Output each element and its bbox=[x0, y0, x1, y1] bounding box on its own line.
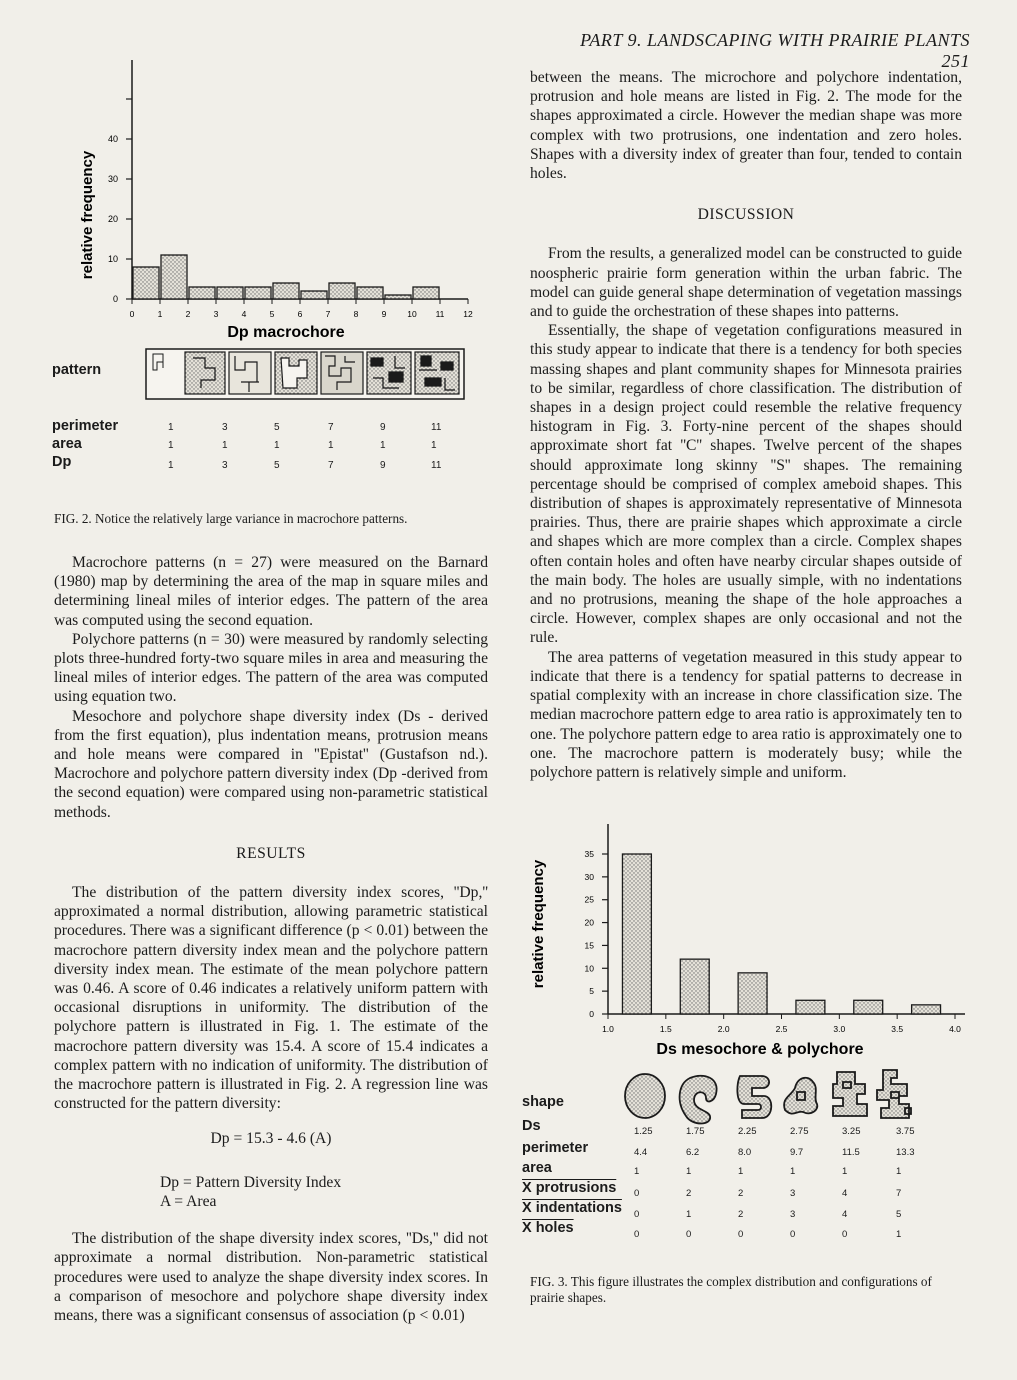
x-tick-label: 8 bbox=[353, 309, 359, 319]
fig3-protrusions-value: 2 bbox=[686, 1188, 692, 1199]
fig2-perimeter-value: 5 bbox=[274, 422, 280, 433]
fig3-indentations-value: 0 bbox=[634, 1209, 640, 1220]
fig2-ylabel: relative frequency bbox=[79, 150, 96, 280]
paragraph: Polychore patterns (n = 30) were measured by randomly selecting plots three-hundred forty-two square miles in area and measuring the lineal miles of interior edges. The pattern of the area was computed using equation two. bbox=[54, 630, 488, 706]
fig2-perimeter-value: 7 bbox=[328, 422, 334, 433]
fig3-ylabel: relative frequency bbox=[530, 859, 547, 989]
y-tick-label: 20 bbox=[584, 917, 594, 928]
definition: A = Area bbox=[160, 1192, 217, 1210]
x-tick-label: 7 bbox=[325, 309, 331, 319]
fig2-dp-value: 7 bbox=[328, 460, 334, 471]
fig3-ds-value: 3.25 bbox=[842, 1126, 861, 1137]
paragraph: The area patterns of vegetation measured in this study appear to indicate that there is a tendency for spatial patterns to decrease in spatial complexity with an increase in chore classification size. The median macrochore pattern edge to area ratio is approximately ten to one. The polychore pattern edge to area ratio is approximately one to one. The macrochore pattern is moderately busy; while the polychore pattern is relatively simple and uniform. bbox=[530, 648, 962, 781]
x-tick-label: 2.0 bbox=[717, 1024, 730, 1034]
fig2-area-value: 1 bbox=[168, 440, 174, 451]
paragraph: Macrochore patterns (n = 27) were measured on the Barnard (1980) map by determining the area of the map in square miles and determining lineal miles of interior edges. The pattern of the area was computed using the second equation. bbox=[54, 554, 488, 629]
fig2-dp-label: Dp bbox=[52, 454, 72, 470]
fig3-area-value: 1 bbox=[896, 1166, 902, 1177]
fig3-protrusions-value: 3 bbox=[790, 1188, 796, 1199]
fig3-perimeter-value: 6.2 bbox=[686, 1147, 700, 1158]
x-tick-label: 0 bbox=[129, 309, 135, 319]
histogram-bar bbox=[217, 287, 243, 299]
fig3-perimeter-value: 13.3 bbox=[896, 1147, 915, 1158]
fig3-indentations-value: 3 bbox=[790, 1209, 796, 1220]
paragraph: From the results, a generalized model can be constructed to guide noospheric prairie form generation within the urban fabric. The model can guide general shape determination of vegetation massings and to guide the orchestration of these shapes into patterns. bbox=[530, 245, 962, 321]
x-tick-label: 2.5 bbox=[775, 1024, 788, 1034]
x-tick-label: 4.0 bbox=[949, 1024, 961, 1034]
fig3-chart bbox=[505, 820, 975, 1065]
right-column bbox=[530, 68, 962, 782]
x-tick-label: 1.0 bbox=[602, 1024, 614, 1034]
y-tick-label: 30 bbox=[107, 174, 118, 184]
fig3-area-value: 1 bbox=[686, 1166, 692, 1177]
fig3-area-value: 1 bbox=[790, 1166, 796, 1177]
fig3-area-value: 1 bbox=[738, 1166, 744, 1177]
fig3-ds-label: Ds bbox=[522, 1118, 541, 1134]
histogram-bar bbox=[680, 959, 709, 1014]
y-tick-label: 10 bbox=[584, 963, 594, 974]
fig3-holes-value: 0 bbox=[738, 1229, 744, 1240]
fig3-protrusions-value: 2 bbox=[738, 1188, 744, 1199]
left-column bbox=[54, 553, 488, 1325]
x-tick-label: 3.0 bbox=[833, 1024, 846, 1034]
fig2-perimeter-value: 11 bbox=[431, 422, 442, 433]
y-tick-label: 10 bbox=[107, 254, 118, 264]
fig3-perimeter-value: 8.0 bbox=[738, 1147, 752, 1158]
histogram-bar bbox=[245, 287, 271, 299]
fig3-holes-value: 0 bbox=[790, 1229, 796, 1240]
fig3-area-label: area bbox=[522, 1160, 552, 1176]
fig2-xlabel: Dp macrochore bbox=[227, 324, 345, 341]
fig2-dp-value: 3 bbox=[222, 460, 228, 471]
fig3-ds-value: 2.75 bbox=[790, 1126, 809, 1137]
fig3-shape-label: shape bbox=[522, 1094, 564, 1110]
y-tick-label: 40 bbox=[107, 134, 118, 144]
fig2-dp-value: 11 bbox=[431, 460, 442, 471]
histogram-bar bbox=[357, 287, 383, 299]
ameboid-shape-icon bbox=[784, 1078, 817, 1114]
fig3-ds-value: 1.75 bbox=[686, 1126, 705, 1137]
fig3-protrusions-value: 0 bbox=[634, 1188, 640, 1199]
discussion-heading: DISCUSSION bbox=[697, 206, 795, 224]
fig3-indentations-value: 1 bbox=[686, 1209, 692, 1220]
fig2-dp-value: 5 bbox=[274, 460, 280, 471]
x-tick-label: 4 bbox=[241, 309, 247, 319]
fig3-ds-value: 2.25 bbox=[738, 1126, 757, 1137]
histogram-bar bbox=[273, 283, 299, 299]
histogram-bar bbox=[622, 854, 651, 1014]
paragraph: The distribution of the shape diversity index scores, ''Ds,'' did not approximate a normal distribution. Non-parametric statistical procedures were used to analyze the shape diversity index scores. In a comparison of mesochore and polychore shape diversity index means, there was a significant consensus of association (p < 0.01) bbox=[54, 1230, 488, 1324]
y-tick-label: 0 bbox=[589, 1009, 594, 1019]
x-tick-label: 6 bbox=[297, 309, 303, 319]
fig3-ds-value: 3.75 bbox=[896, 1126, 915, 1137]
x-tick-label: 11 bbox=[435, 309, 445, 319]
x-tick-label: 10 bbox=[407, 309, 417, 319]
fig3-indentations-value: 4 bbox=[842, 1209, 848, 1220]
fig2-area-value: 1 bbox=[431, 440, 437, 451]
running-header: PART 9. LANDSCAPING WITH PRAIRIE PLANTS 251 bbox=[580, 30, 970, 71]
fig2-area-value: 1 bbox=[328, 440, 334, 451]
fig2-perimeter-value: 1 bbox=[168, 422, 174, 433]
x-tick-label: 12 bbox=[463, 309, 473, 319]
x-tick-label: 1.5 bbox=[659, 1024, 672, 1034]
y-tick-label: 15 bbox=[584, 940, 594, 951]
histogram-bar bbox=[413, 287, 439, 299]
fig3-protrusions-value: 4 bbox=[842, 1188, 848, 1199]
fig2-bars bbox=[133, 255, 439, 299]
fig3-caption: FIG. 3. This figure illustrates the complex distribution and configurations of prairie shapes. bbox=[530, 1274, 932, 1305]
fig2-area-value: 1 bbox=[222, 440, 228, 451]
fig2-x-ticks bbox=[130, 299, 473, 319]
fig2-dp-value: 1 bbox=[168, 460, 174, 471]
s-shape-icon bbox=[737, 1076, 771, 1118]
fig3-protrusions-value: 7 bbox=[896, 1188, 902, 1199]
fig3-indentations-label: X indentations bbox=[522, 1200, 622, 1216]
histogram-bar bbox=[854, 1000, 883, 1014]
fig3-ds-value: 1.25 bbox=[634, 1126, 653, 1137]
paragraph: The distribution of the pattern diversity index scores, ''Dp,'' approximated a normal distribution, allowing parametric statistical procedures. There was a significant difference (p < 0.01) between the macrochore pattern diversity index mean and the polychore pattern diversity index mean. The estimate of the mean polychore pattern was 0.46. A score of 0.46 indicates a relatively uniform pattern with occasional disruptions in uniformity. The distribution of the polychore pattern is illustrated in Fig. 1. The estimate of the macrochore pattern diversity was 15.4. A score of 15.4 indicates a complex pattern with no indication of uniformity. The distribution of the macrochore pattern is illustrated in Fig. 2. A regression line was constructed for the pattern diversity: bbox=[54, 884, 488, 1113]
histogram-bar bbox=[385, 295, 411, 299]
y-tick-label: 30 bbox=[584, 871, 594, 882]
fig3-holes-value: 0 bbox=[842, 1229, 848, 1240]
definition: Dp = Pattern Diversity Index bbox=[160, 1173, 342, 1191]
fig2-perimeter-value: 3 bbox=[222, 422, 228, 433]
fig2-area-value: 1 bbox=[274, 440, 280, 451]
fig3-indentations-value: 2 bbox=[738, 1209, 744, 1220]
x-tick-label: 2 bbox=[185, 309, 191, 319]
histogram-bar bbox=[133, 267, 159, 299]
fig3-area-value: 1 bbox=[634, 1166, 640, 1177]
results-heading: RESULTS bbox=[236, 844, 306, 862]
fig3-shapes bbox=[615, 1062, 925, 1126]
fig3-holes-value: 0 bbox=[686, 1229, 692, 1240]
complex-holes-shape-icon bbox=[877, 1070, 911, 1118]
fig3-protrusions-label: X protrusions bbox=[522, 1180, 617, 1196]
fig3-bars bbox=[622, 854, 940, 1014]
fig2-caption: FIG. 2. Notice the relatively large variance in macrochore patterns. bbox=[54, 511, 408, 526]
paragraph: between the means. The microchore and polychore indentation, protrusion and hole means are listed in Fig. 2. The mode for the shapes approximated a circle. However the median shape was more complex with two protrusions, one indentation and zero holes. Shapes with a diversity index of greater than four, tended to contain holes. bbox=[530, 69, 962, 183]
fig2-dp-value: 9 bbox=[380, 460, 386, 471]
fig3-perimeter-value: 4.4 bbox=[634, 1147, 648, 1158]
y-tick-label: 5 bbox=[589, 986, 594, 997]
fig3-perimeter-value: 11.5 bbox=[842, 1147, 860, 1158]
fig3-holes-value: 1 bbox=[896, 1229, 902, 1240]
fig2-y-ticks bbox=[108, 99, 132, 304]
circle-shape-icon bbox=[625, 1074, 665, 1118]
histogram-bar bbox=[161, 255, 187, 299]
fig2-chart bbox=[40, 55, 490, 345]
histogram-bar bbox=[189, 287, 215, 299]
histogram-bar bbox=[301, 291, 327, 299]
fig2-pattern-strip bbox=[145, 348, 465, 400]
x-tick-label: 5 bbox=[269, 309, 275, 319]
fig2-perimeter-label: perimeter bbox=[52, 418, 119, 434]
histogram-bar bbox=[912, 1005, 941, 1014]
histogram-bar bbox=[329, 283, 355, 299]
paragraph: Essentially, the shape of vegetation configurations measured in this study appear to indicate that there is a tendency for both species massing shapes and plant community shapes for Minnesota prairies to be similar, regardless of chore classification. The distribution of shapes in a design project could resemble the relative frequency histogram in Fig. 3. Forty-nine percent of the shapes should approximate short fat ''C'' shapes. Twelve percent of the shapes should approximate long skinny ''S'' shapes. The remaining percentage should be comprised of complex ameboid shapes. This distribution of shapes is approximately representative of Minnesota prairies. Thus, there are prairie shapes which approximate a circle and shapes which are more complex than a circle. Complex shapes often contain holes and often have nearby circular shapes outside of the main body. The holes are usually simple, with no indentations and no protrusions, meaning the shape of the hole approaches a circle. However, complex shapes are only occasional and not the rule. bbox=[530, 322, 962, 647]
fig3-y-ticks bbox=[585, 849, 608, 1019]
fig3-holes-value: 0 bbox=[634, 1229, 640, 1240]
c-shape-icon bbox=[680, 1076, 717, 1124]
fig3-perimeter-value: 9.7 bbox=[790, 1147, 804, 1158]
fig3-holes-label: X holes bbox=[522, 1220, 574, 1236]
x-tick-label: 3.5 bbox=[891, 1024, 904, 1034]
fig2-pattern-label: pattern bbox=[52, 362, 102, 378]
fig2-area-value: 1 bbox=[380, 440, 386, 451]
fig3-perimeter-label: perimeter bbox=[522, 1140, 589, 1156]
fig2-perimeter-value: 9 bbox=[380, 422, 386, 433]
regression-equation: Dp = 15.3 - 4.6 (A) bbox=[210, 1130, 332, 1148]
x-tick-label: 3 bbox=[213, 309, 219, 319]
x-tick-label: 9 bbox=[381, 309, 387, 319]
y-tick-label: 20 bbox=[107, 214, 118, 224]
fig3-x-ticks bbox=[602, 1014, 961, 1034]
fig3-xlabel: Ds mesochore & polychore bbox=[656, 1041, 864, 1058]
y-tick-label: 35 bbox=[584, 849, 594, 859]
paragraph: Mesochore and polychore shape diversity index (Ds - derived from the first equation), plus indentation means, protrusion means and hole means were compared in ''Epistat'' (Gustafson nd.). Macrochore and polychore pattern diversity index (Dp -derived from the second equation) were compared using non-parametric statistical methods. bbox=[54, 707, 488, 821]
fig3-indentations-value: 5 bbox=[896, 1209, 902, 1220]
histogram-bar bbox=[796, 1000, 825, 1014]
fig2-area-label: area bbox=[52, 436, 82, 452]
x-tick-label: 1 bbox=[157, 309, 163, 319]
histogram-bar bbox=[738, 973, 767, 1014]
fig3-area-value: 1 bbox=[842, 1166, 848, 1177]
y-tick-label: 0 bbox=[112, 294, 118, 304]
complex-shape-icon bbox=[833, 1072, 867, 1116]
y-tick-label: 25 bbox=[584, 894, 594, 905]
